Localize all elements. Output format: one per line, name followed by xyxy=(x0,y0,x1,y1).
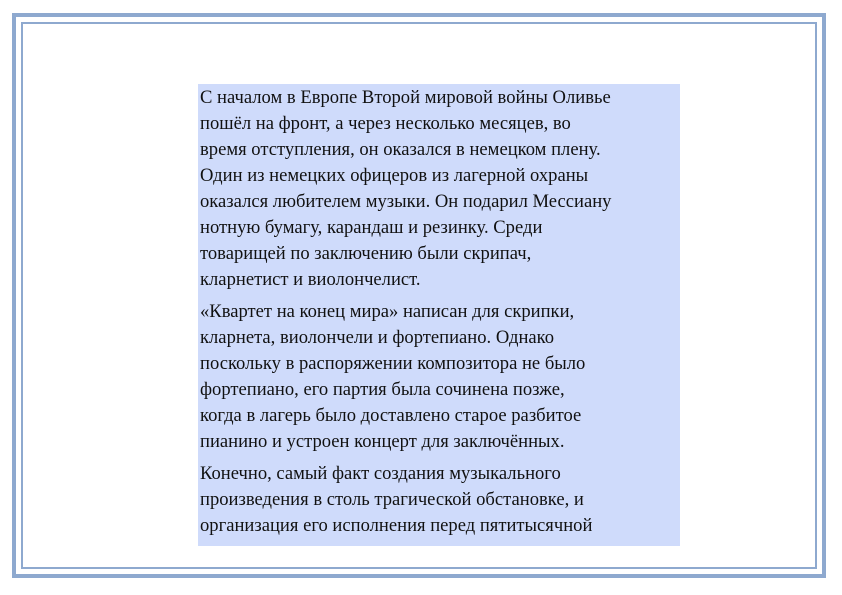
text-line: когда в лагерь было доставлено старое разбитое xyxy=(200,405,582,426)
text-line: Один из немецких офицеров из лагерной охраны xyxy=(200,165,589,186)
text-line: кларнетист и виолончелист. xyxy=(200,269,421,290)
paragraph-2 xyxy=(200,299,680,455)
text-box[interactable] xyxy=(198,84,680,546)
text-line: кларнета, виолончели и фортепиано. Однако xyxy=(200,327,555,348)
text-line: фортепиано, его партия была сочинена позже, xyxy=(200,379,565,400)
paragraph-1 xyxy=(200,85,680,293)
text-line: «Квартет на конец мира» написан для скрипки, xyxy=(200,301,575,322)
paragraph-3 xyxy=(200,461,680,539)
text-line: Конечно, самый факт создания музыкального xyxy=(200,463,561,484)
text-line: нотную бумагу, карандаш и резинку. Среди xyxy=(200,217,543,238)
text-line: произведения в столь трагической обстановке, и xyxy=(200,489,584,510)
text-line: время отступления, он оказался в немецком плену. xyxy=(200,139,601,160)
text-line: товарищей по заключению были скрипач, xyxy=(200,243,532,264)
text-line: С началом в Европе Второй мировой войны Оливье xyxy=(200,87,611,108)
text-line: оказался любителем музыки. Он подарил Мессиану xyxy=(200,191,612,212)
text-line: пошёл на фронт, а через несколько месяцев, во xyxy=(200,113,571,134)
text-line: пианино и устроен концерт для заключённых. xyxy=(200,431,565,452)
text-line: поскольку в распоряжении композитора не было xyxy=(200,353,586,374)
text-line: организация его исполнения перед пятитысячной xyxy=(200,515,593,536)
